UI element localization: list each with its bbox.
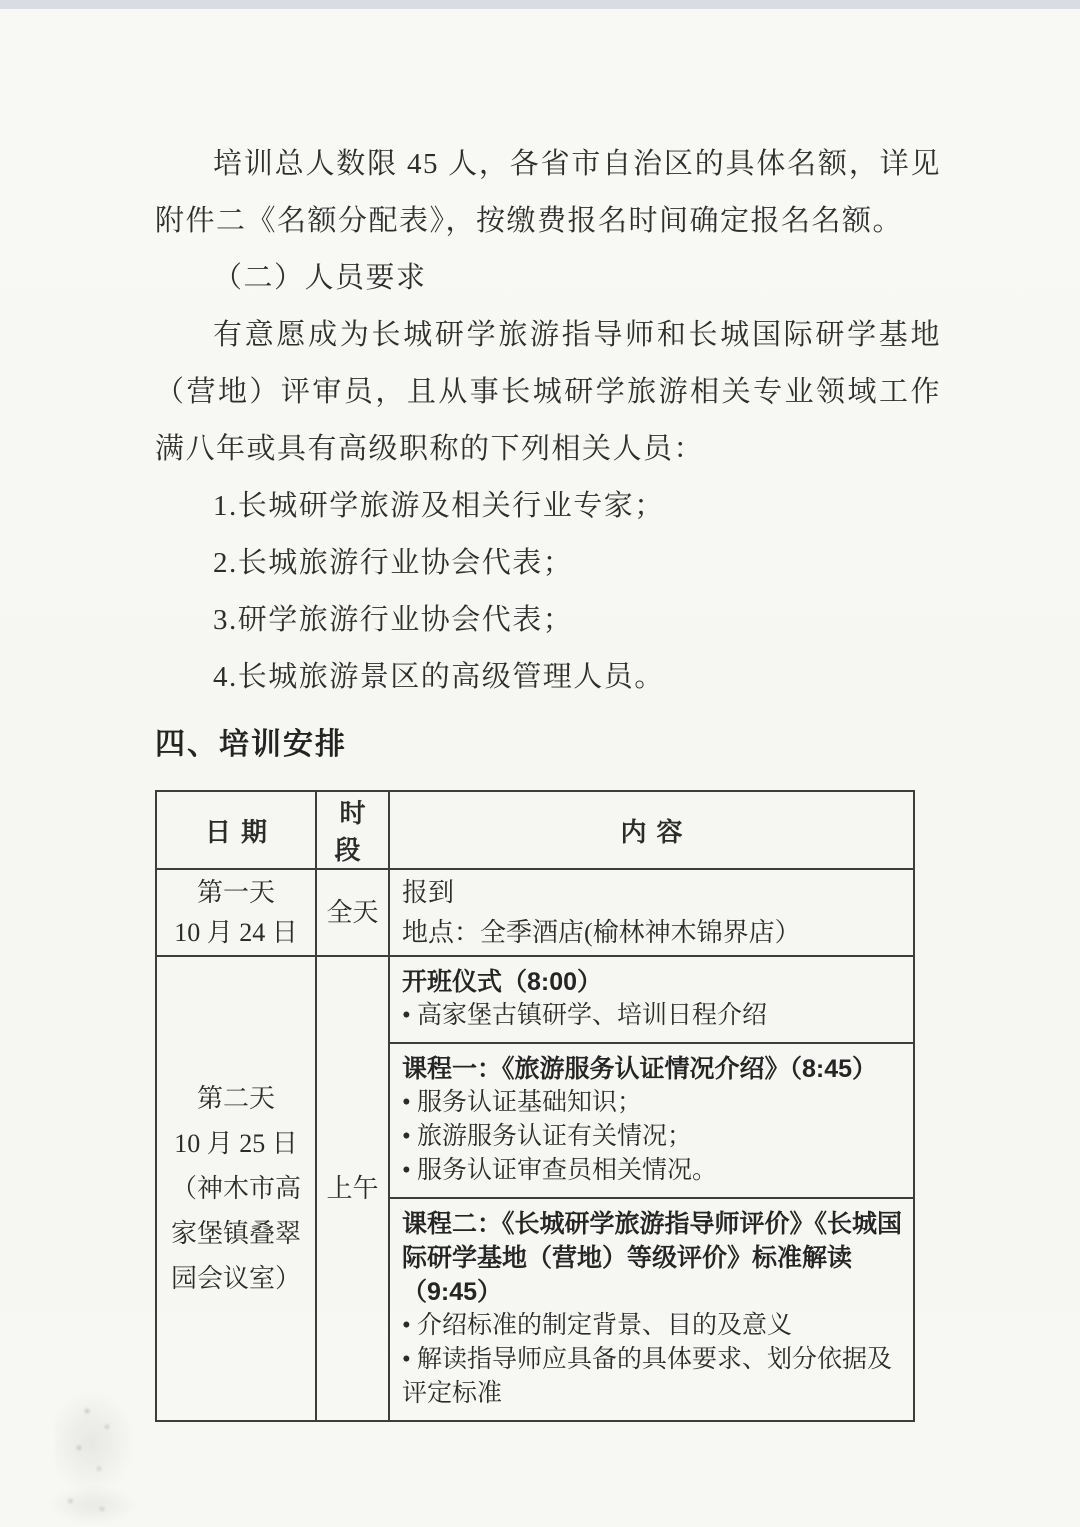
paragraph-personnel: 有意愿成为长城研学旅游指导师和长城国际研学基地（营地）评审员，且从事长城研学旅游相关专业领域工作满八年或具有高级职称的下列相关人员： <box>155 319 941 465</box>
day1-date-line1: 第一天 <box>196 877 275 907</box>
table-row-day2 <box>156 956 914 1421</box>
session-title: 开班仪式（8:00） <box>402 968 603 996</box>
table-header-date: 日期 <box>156 791 316 869</box>
session-bullet: • 服务认证基础知识； <box>402 1089 643 1116</box>
session-title: 课程二：《长城研学旅游指导师评价》《长城国际研学基地（营地）等级评价》标准解读（9:45） <box>402 1210 903 1306</box>
day1-content-line2: 地点：全季酒店(榆林神木锦界店） <box>402 917 801 947</box>
list-item-2: 2.长城旅游行业协会代表； <box>213 547 574 579</box>
list-item-1: 1.长城研学旅游及相关行业专家； <box>213 490 665 522</box>
cell-day1-period: 全天 <box>316 869 389 956</box>
session-bullet: • 服务认证审查员相关情况。 <box>402 1157 718 1184</box>
session-bullet: • 高家堡古镇研学、培训日程介绍 <box>402 1002 768 1029</box>
day2-date-venue: （神木市高家堡镇叠翠园会议室） <box>170 1174 301 1293</box>
day1-date-line2: 10 月 24 日 <box>174 917 298 947</box>
document-content <box>155 136 941 1422</box>
session-course-1 <box>390 1042 913 1197</box>
session-bullet: • 解读指导师应具备的具体要求、划分依据及评定标准 <box>402 1346 893 1407</box>
table-header-period: 时段 <box>316 791 389 869</box>
session-title: 课程一：《旅游服务认证情况介绍》（8:45） <box>402 1055 878 1083</box>
scan-artifact <box>48 1485 138 1525</box>
session-bullet: • 旅游服务认证有关情况； <box>402 1123 693 1150</box>
section-heading-training-schedule: 四、培训安排 <box>155 728 347 761</box>
training-schedule-table <box>155 790 915 1422</box>
table-header-content: 内容 <box>389 791 914 869</box>
session-course-2 <box>390 1197 913 1420</box>
session-opening-ceremony <box>390 957 913 1042</box>
cell-day1-content <box>389 869 914 956</box>
day2-date-line2: 10 月 25 日 <box>174 1129 298 1158</box>
scan-artifact <box>55 1390 135 1495</box>
table-row-day1 <box>156 869 914 956</box>
list-item-4: 4.长城旅游景区的高级管理人员。 <box>213 661 665 693</box>
table-header-row <box>156 791 914 869</box>
day1-content-line1: 报到 <box>402 877 455 907</box>
cell-day2-period: 上午 <box>316 956 389 1421</box>
paragraph-quota: 培训总人数限 45 人，各省市自治区的具体名额，详见附件二《名额分配表》，按缴费报名时间确定报名名额。 <box>155 148 941 237</box>
cell-day2-content <box>389 956 914 1421</box>
subheading-personnel-requirements: （二）人员要求 <box>213 262 427 294</box>
cell-day1-date <box>156 869 316 956</box>
session-bullet: • 介绍标准的制定背景、目的及意义 <box>402 1312 793 1339</box>
scan-edge-strip <box>0 0 1080 9</box>
list-item-3: 3.研学旅游行业协会代表； <box>213 604 574 636</box>
cell-day2-date <box>156 956 316 1421</box>
day2-date-line1: 第二天 <box>196 1084 275 1113</box>
